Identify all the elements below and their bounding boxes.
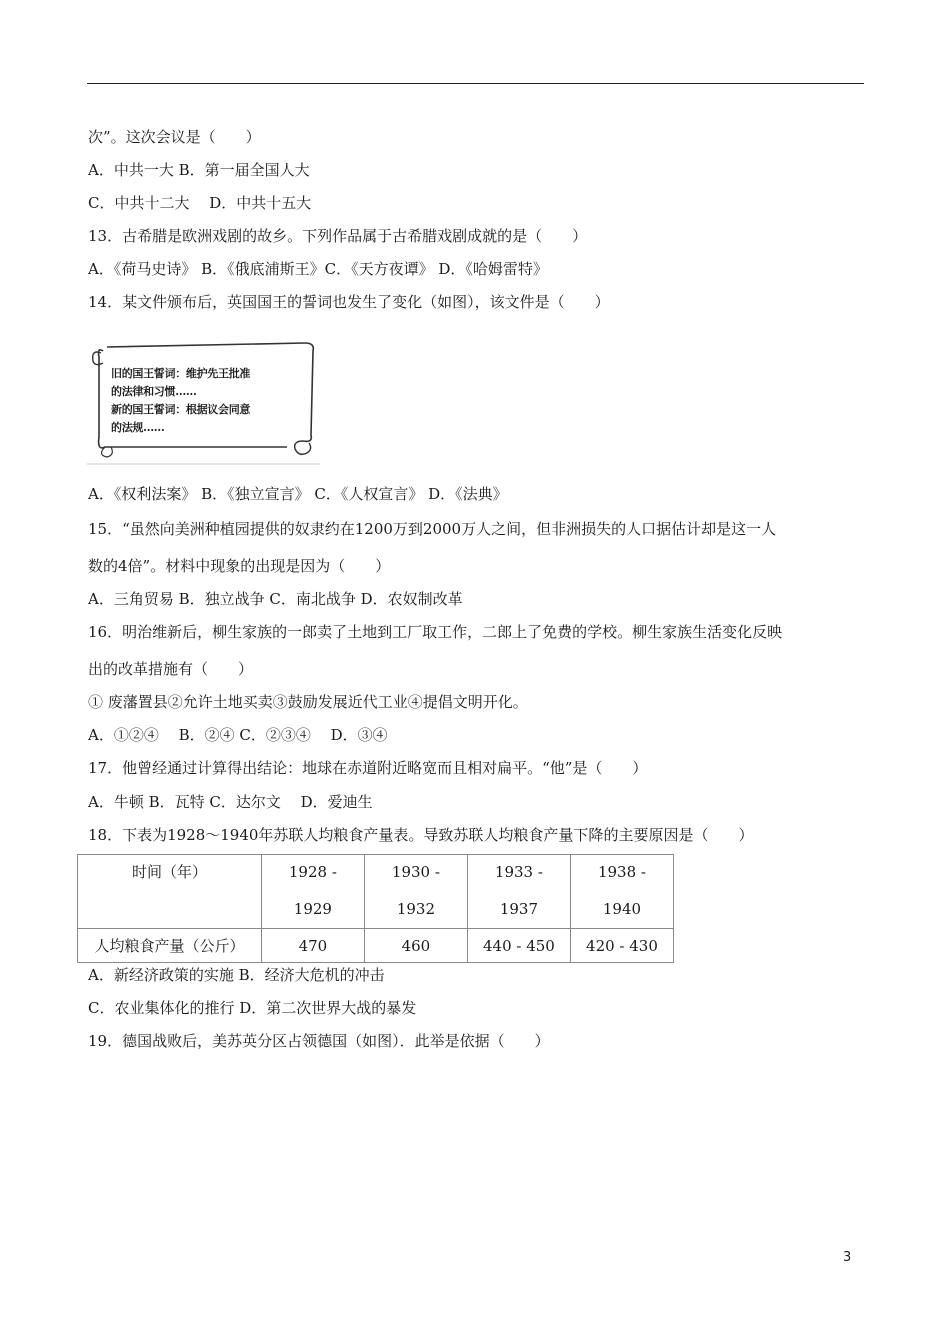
period-start: 1930 - (391, 863, 440, 881)
value-cell: 460 (364, 929, 467, 963)
q16-stem-cont: 出的改革措施有（ ） (88, 660, 254, 678)
period-cell (364, 855, 467, 929)
royal-oath-scroll-figure (87, 337, 320, 465)
q14-stem: 14．某文件颁布后，英国国王的誓词也发生了变化（如图），该文件是（ ） (88, 293, 610, 311)
q15-stem-cont: 数的4倍”。材料中现象的出现是因为（ ） (88, 557, 391, 575)
value-cell: 440 - 450 (467, 929, 570, 963)
q12-continuation: 次”。这次会议是（ ） (88, 128, 261, 146)
q16-measures: ① 废藩置县②允许土地买卖③鼓励发展近代工业④提倡文明开化。 (88, 693, 528, 711)
period-start: 1933 - (494, 863, 543, 881)
period-cell (467, 855, 570, 929)
table-row (78, 855, 674, 929)
period-cell (261, 855, 364, 929)
q15-options: A．三角贸易 B．独立战争 C．南北战争 D．农奴制改革 (88, 590, 463, 608)
q16-options: A．①②④ B．②④ C．②③④ D．③④ (88, 726, 388, 744)
q16-stem: 16．明治维新后，柳生家族的一郎卖了土地到工厂取工作，二郎上了免费的学校。柳生家族生活变化反映 (88, 623, 783, 641)
period-cell (570, 855, 673, 929)
q13-stem: 13．古希腊是欧洲戏剧的故乡。下列作品属于古希腊戏剧成就的是（ ） (88, 227, 588, 245)
q12-options-ab: A．中共一大 B．第一届全国人大 (88, 161, 310, 179)
new-oath-text-cont: 的法规…… (111, 421, 165, 434)
old-oath-text: 旧的国王誓词：维护先王批准 (111, 367, 251, 380)
period-start: 1938 - (597, 863, 646, 881)
header-label: 时间（年） (131, 863, 207, 881)
period-end: 1937 (499, 900, 539, 918)
value-cell: 420 - 430 (570, 929, 673, 963)
old-oath-text-cont: 的法律和习惯…… (111, 385, 197, 398)
q18-options-ab: A．新经济政策的实施 B．经济大危机的冲击 (88, 966, 385, 984)
q13-options: A．《荷马史诗》 B．《俄底浦斯王》C．《天方夜谭》 D．《哈姆雷特》 (88, 260, 548, 278)
q18-stem: 18．下表为1928～1940年苏联人均粮食产量表。导致苏联人均粮食产量下降的主要原因是（ ） (88, 826, 754, 844)
q17-options: A．牛顿 B．瓦特 C．达尔文 D．爱迪生 (88, 793, 373, 811)
q17-stem: 17．他曾经通过计算得出结论：地球在赤道附近略宽而且相对扁平。“他”是（ ） (88, 759, 648, 777)
q14-options: A．《权利法案》 B．《独立宣言》 C．《人权宣言》 D．《法典》 (88, 485, 508, 503)
table-header-cell (78, 855, 262, 929)
table-row (78, 929, 674, 963)
period-start: 1928 - (288, 863, 337, 881)
header-rule (87, 83, 864, 84)
q12-options-cd: C．中共十二大 D．中共十五大 (88, 194, 312, 212)
period-end: 1932 (396, 900, 435, 918)
q18-options-cd: C．农业集体化的推行 D．第二次世界大战的暴发 (88, 999, 417, 1017)
new-oath-text: 新的国王誓词：根据议会同意 (111, 403, 251, 416)
period-end: 1929 (293, 900, 332, 918)
scroll-icon (87, 337, 320, 465)
q19-stem: 19．德国战败后，美苏英分区占领德国（如图）．此举是依据（ ） (88, 1032, 550, 1050)
value-cell: 470 (261, 929, 364, 963)
period-end: 1940 (602, 900, 642, 918)
row-label-cell: 人均粮食产量（公斤） (78, 929, 262, 963)
page-number: 3 (843, 1250, 852, 1265)
grain-output-table (77, 854, 674, 963)
q15-stem: 15．“虽然向美洲种植园提供的奴隶约在1200万到2000万人之间，但非洲损失的人口据估计却是这一人 (88, 520, 777, 538)
